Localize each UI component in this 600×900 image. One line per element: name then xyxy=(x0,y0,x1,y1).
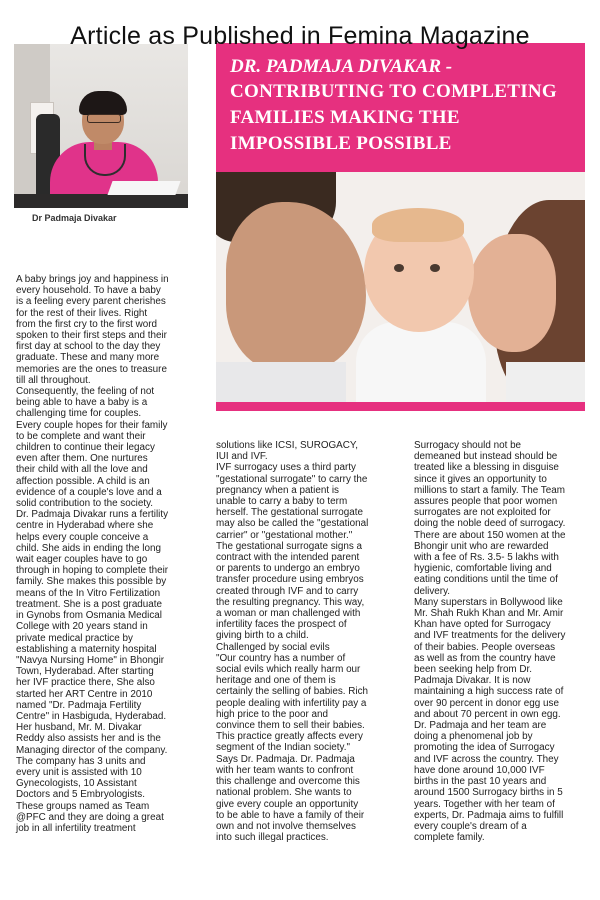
article-text-line: "Navya Nursing Home" in Bhongir xyxy=(16,654,165,666)
article-text-line: transfer procedure using embryos xyxy=(216,574,364,586)
article-text-line: this challenge and overcome this xyxy=(216,776,360,788)
photo-father-shirt xyxy=(216,362,346,402)
article-text-line: treatment. She is a post graduate xyxy=(16,598,163,610)
article-text-line: in Gynobs from Osmania Medical xyxy=(16,610,162,622)
article-text-line: Dr. Padmaja Divakar runs a fertility xyxy=(16,509,169,521)
article-text-line: till all throughout. xyxy=(16,374,91,386)
article-text-line: Mr. Shah Rukh Khan and Mr. Amir xyxy=(414,608,564,620)
article-text-line: maintaining a high success rate of xyxy=(414,686,564,698)
article-text-line: The company has 3 units and xyxy=(16,755,146,767)
article-text-line: the resulting pregnancy. This way, xyxy=(216,596,365,608)
article-text-line: @PFC and they are doing a great xyxy=(16,811,164,823)
article-text-line: Gynecologists, 10 Assistant xyxy=(16,778,137,790)
article-text-line: named "Dr. Padmaja Fertility xyxy=(16,699,142,711)
photo-mother-shirt xyxy=(506,362,585,402)
article-text-line: certainly the selling of babies. Rich xyxy=(216,686,369,698)
article-text-line: with a fee of Rs. 3.5- 5 lakhs with xyxy=(414,552,559,564)
doctor-portrait-photo xyxy=(14,44,188,208)
article-text-line: demeaned but instead should be xyxy=(414,451,558,463)
article-text-line: with her team wants to confront xyxy=(216,764,354,776)
article-text-line: herself. The gestational surrogate xyxy=(216,507,363,519)
article-text-line: private medical practice by xyxy=(16,632,133,644)
photo-father-face xyxy=(226,202,366,372)
article-text-line: have done around 10,000 IVF xyxy=(414,764,545,776)
article-text-line: Reddy also assists her and is the xyxy=(16,733,161,745)
photo-baby-eye-left xyxy=(394,264,404,272)
article-text-line: for the rest of their lives. Right xyxy=(16,307,148,319)
article-text-line: segment of the Indian society." xyxy=(216,742,350,754)
article-text-line: treated like a blessing in disguise xyxy=(414,462,559,474)
article-text-line: centre in Hyderabad where she xyxy=(16,520,154,532)
article-text-line: Many superstars in Bollywood like xyxy=(414,596,563,608)
article-text-line: their child with all the love and xyxy=(16,464,148,476)
article-text-line: challenging time for couples. xyxy=(16,408,142,420)
article-text-line: over 90 percent in donor egg use xyxy=(414,697,559,709)
article-text-line: to be complete and want their xyxy=(16,430,146,442)
photo-baby-eye-right xyxy=(430,264,440,272)
headline-box xyxy=(216,43,585,172)
article-text-line: social evils which really harm our xyxy=(216,664,361,676)
article-text-line: Surrogacy should not be xyxy=(414,440,522,451)
article-text-line: unable to carry a baby to term xyxy=(216,496,348,508)
article-text-line: children to continue their legacy xyxy=(16,442,155,454)
article-text-line: created through IVF and to carry xyxy=(216,585,359,597)
article-text-line: These groups named as Team xyxy=(16,800,150,812)
article-text-line: and IVF treatments for the delivery xyxy=(414,630,566,642)
article-text-line: IUI and IVF. xyxy=(216,451,268,463)
article-text-line: since it gives an opportunity to xyxy=(414,473,547,485)
article-text-line: solid contribution to the society. xyxy=(16,498,154,510)
article-banner-title: Article as Published in Femina Magazine xyxy=(70,22,530,50)
article-text-line: wait eager couples have to go xyxy=(16,554,148,566)
article-text-line: even after them. One nurtures xyxy=(16,453,148,465)
article-text-line: and about 70 percent in own egg. xyxy=(414,708,561,720)
article-text-line: Consequently, the feeling of not xyxy=(16,386,155,398)
article-text-line: births in the past 10 years and xyxy=(414,776,547,788)
article-text-line: from the first cry to the first word xyxy=(16,318,158,330)
article-text-line: Managing director of the company. xyxy=(16,744,168,756)
article-text-line: first day at school to the day they xyxy=(16,341,161,353)
article-text-line: Doctors and 5 Embryologists. xyxy=(16,789,145,801)
portrait-hair xyxy=(79,91,127,115)
article-text-line: establishing a maternity hospital xyxy=(16,643,157,655)
article-text-line: every household. To have a baby xyxy=(16,285,161,297)
article-text-line: to be able to have a family of their xyxy=(216,809,365,821)
article-text-line: doing the noble deed of surrogacy. xyxy=(414,518,566,530)
article-text-line: memories are the ones to treasure xyxy=(16,363,167,375)
article-text-line: a woman or man challenged with xyxy=(216,608,361,620)
article-text-line: convince them to sell their babies. xyxy=(216,720,365,732)
article-text-line: Says Dr. Padmaja. Dr. Padmaja xyxy=(216,753,355,765)
portrait-desk xyxy=(14,194,188,208)
article-text-line: A baby brings joy and happiness in xyxy=(16,274,169,285)
article-text-line: job in all infertility treatment xyxy=(16,822,136,834)
article-text-line: pregnancy when a patient is xyxy=(216,484,339,496)
article-text-line: child. She aids in ending the long xyxy=(16,542,161,554)
article-text-line: experts, Dr. Padmaja aims to fulfill xyxy=(414,809,564,821)
article-text-line: spoken to their first steps and their xyxy=(16,330,167,342)
family-baby-photo xyxy=(216,172,585,402)
headline-line-4: IMPOSSIBLE POSSIBLE xyxy=(230,133,452,154)
article-text-line: eating conditions until the time of xyxy=(414,574,558,586)
article-text-line: and IVF across the country. They xyxy=(414,753,559,765)
article-text-line: every couple's dream of a xyxy=(414,820,527,832)
article-text-line: around 1500 Surrogacy births in 5 xyxy=(414,787,563,799)
headline-line-1: DR. PADMAJA DIVAKAR - xyxy=(230,56,453,77)
article-text-line: evidence of a couple's love and a xyxy=(16,486,162,498)
article-text-line: College with 20 years stand in xyxy=(16,621,148,633)
article-text-line: or parents to undergo an embryo xyxy=(216,563,360,575)
article-text-line: promoting the idea of Surrogacy xyxy=(414,742,555,754)
article-text-line: "Our country has a number of xyxy=(216,652,346,664)
article-text-line: "gestational surrogate" to carry the xyxy=(216,473,368,485)
article-text-line: Khan have opted for Surrogacy xyxy=(414,619,551,631)
article-text-line: This practice greatly affects every xyxy=(216,731,363,743)
article-text-line: Town, Hyderabad. After starting xyxy=(16,666,154,678)
article-text-line: been seeking help from Dr. xyxy=(414,664,533,676)
article-text-line: carrier" or "gestational mother." xyxy=(216,529,353,541)
article-text-line: years. Together with her team of xyxy=(414,798,555,810)
headline-line-2: CONTRIBUTING TO COMPLETING xyxy=(230,81,557,102)
article-text-line: family. She makes this possible by xyxy=(16,576,167,588)
article-text-line: There are about 150 women at the xyxy=(414,529,566,541)
article-text-line: of their babies. People overseas xyxy=(414,641,556,653)
article-text-line: own and not involve themselves xyxy=(216,820,356,832)
article-text-line: delivery. xyxy=(414,585,451,597)
photo-baby-hair xyxy=(372,208,464,242)
article-text-line: Bhongir unit who are rewarded xyxy=(414,540,549,552)
photo-accent-bar xyxy=(216,402,585,411)
article-text-line: national problem. She wants to xyxy=(216,787,352,799)
article-text-line: give every couple an opportunity xyxy=(216,798,359,810)
article-text-line: into such illegal practices. xyxy=(216,832,329,844)
article-text-line: helps every couple conceive a xyxy=(16,531,149,543)
article-column-1 xyxy=(16,274,169,834)
article-text-line: Centre" in Hasbiguda, Hyderabad. xyxy=(16,710,167,722)
article-text-line: Her husband, Mr. M. Divakar xyxy=(16,722,142,734)
photo-baby-body xyxy=(356,322,486,402)
article-text-line: being able to have a baby is a xyxy=(16,397,148,409)
portrait-caption: Dr Padmaja Divakar xyxy=(32,213,117,223)
article-text-line: surrogates are not exploited for xyxy=(414,507,551,519)
portrait-glasses xyxy=(87,114,121,123)
article-text-line: Padmaja Divakar. It is now xyxy=(414,675,531,687)
article-text-line: her IVF practice there, She also xyxy=(16,677,155,689)
article-text-line: may also be called the "gestational xyxy=(216,518,369,530)
portrait-papers xyxy=(107,181,180,195)
article-text-line: doing a phenomenal job by xyxy=(414,731,533,743)
article-text-line: people dealing with infertility pay a xyxy=(216,697,367,709)
article-text-line: contract with the intended parent xyxy=(216,552,360,564)
article-text-line: started her ART Centre in 2010 xyxy=(16,688,153,700)
article-text-line: is a feeling every parent cherishes xyxy=(16,296,166,308)
headline-line-3: FAMILIES MAKING THE xyxy=(230,107,460,128)
article-text-line: heritage and one of them is xyxy=(216,675,336,687)
article-text-line: The gestational surrogate signs a xyxy=(216,540,363,552)
article-text-line: hygienic, comfortable living and xyxy=(414,563,552,575)
article-text-line: IVF surrogacy uses a third party xyxy=(216,462,356,474)
article-column-3 xyxy=(414,440,566,843)
article-text-line: means of the In Vitro Fertilization xyxy=(16,587,161,599)
article-text-line: Every couple hopes for their family xyxy=(16,419,168,431)
article-text-line: millions to start a family. The Team xyxy=(414,484,565,496)
article-text-line: Challenged by social evils xyxy=(216,641,330,653)
article-text-line: every unit is assisted with 10 xyxy=(16,766,142,778)
article-column-2 xyxy=(216,440,368,843)
article-text-line: high price to the poor and xyxy=(216,708,328,720)
article-text-line: as well as from the country have xyxy=(414,652,556,664)
article-text-line: assures people that poor women xyxy=(414,496,558,508)
article-text-line: infertility faces the prospect of xyxy=(216,619,347,631)
article-text-line: solutions like ICSI, SUROGACY, xyxy=(216,440,358,451)
article-text-line: graduate. These and many more xyxy=(16,352,160,364)
photo-mother-face xyxy=(468,234,556,352)
article-text-line: through in hoping to complete their xyxy=(16,565,169,577)
article-text-line: complete family. xyxy=(414,832,485,844)
article-text-line: giving birth to a child. xyxy=(216,630,309,642)
article-text-line: affection possible. A child is an xyxy=(16,475,150,487)
article-text-line: Dr. Padmaja and her team are xyxy=(414,720,547,732)
